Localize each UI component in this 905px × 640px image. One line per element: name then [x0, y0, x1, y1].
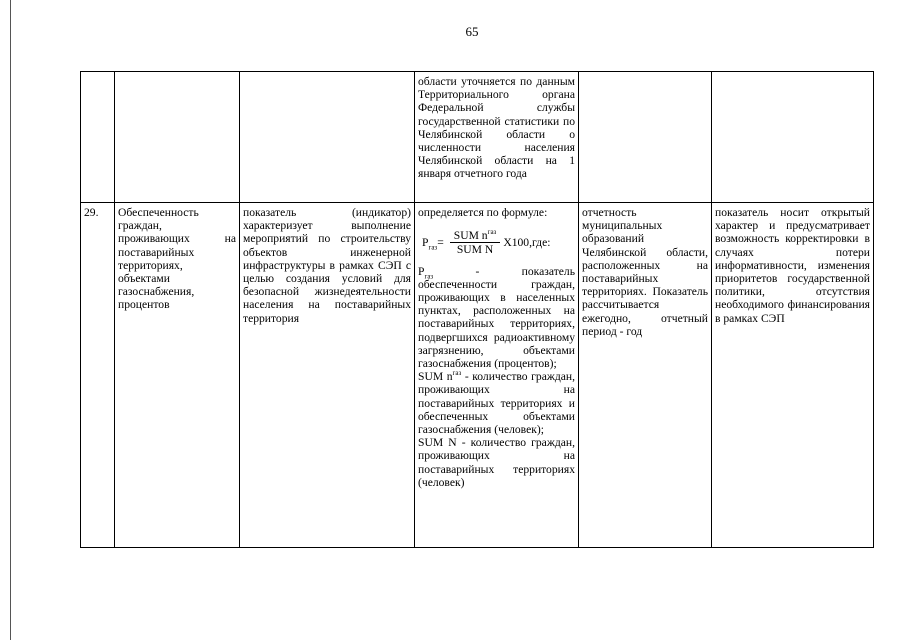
cell-description: [240, 203, 415, 548]
formula-lhs: $P_{газ}$: [422, 236, 438, 252]
formula-tail: X100,где:: [503, 236, 551, 250]
cell-indicator-prev: [115, 72, 240, 203]
definition-sum-n-gaz: SUM $n^{газ}$ - количество граждан, проживающих на поставарийных территориях и обеспеченных объектами газоснабжения (человек);: [418, 369, 576, 437]
row-number: 29.: [84, 206, 99, 219]
formula-equals: =: [437, 236, 444, 250]
method-text-prev: области уточняется по данным Территориального органа Федеральной службы государственной статистики по Челябинской области о численности населения Челябинской области на 1 января отчетного года: [418, 75, 575, 181]
table-row-29: [81, 203, 874, 548]
indicator-name: Обеспеченность граждан, проживающих на поставарийных территориях, объектами газоснабжения, процентов: [118, 206, 236, 312]
definition-p-gaz: $P_{газ}$ - показатель обеспеченности граждан, проживающих в населенных пунктах, расположенных на поставарийных территориях, подвергшихся радиоактивному загрязнению, объектами газоснабжения (процентов);: [418, 264, 575, 371]
cell-method: [415, 203, 579, 548]
page-number: 65: [465, 24, 479, 39]
indicator-description: показатель (индикатор) характеризует выполнение мероприятий по строительству объектов инженерной инфраструктуры в рамках СЭП с целью создания условий для безопасной жизнедеятельности населения на поставарийных территория: [243, 206, 411, 325]
cell-note: [712, 203, 874, 548]
cell-number-prev: [81, 72, 115, 203]
cell-note-prev: [712, 72, 874, 203]
data-source: отчетность муниципальных образований Челябинской области, расположенных на поставарийных территориях. Показатель рассчитывается ежегодно, отчетный период - год: [582, 206, 708, 338]
cell-number: [81, 203, 115, 548]
indicator-note: показатель носит открытый характер и предусматривает возможность корректировки в случаях потери информативности, изменения приоритетов государственной политики, отсутствия необходимого финансирования в рамках СЭП: [715, 206, 870, 325]
definition-sum-n: SUM N - количество граждан, проживающих на поставарийных территориях (человек): [418, 436, 575, 489]
cell-source-prev: [579, 72, 712, 203]
cell-method-prev: [415, 72, 579, 203]
formula-numerator: SUM $n^{газ}$: [450, 229, 501, 243]
scan-margin-line: [10, 0, 11, 640]
formula-fraction: [450, 229, 501, 256]
indicator-table: [80, 71, 874, 548]
formula: [422, 229, 575, 256]
formula-denominator: SUM N: [456, 243, 494, 257]
method-intro: определяется по формуле:: [418, 206, 548, 219]
table-row-continuation: [81, 72, 874, 203]
cell-indicator: [115, 203, 240, 548]
cell-source: [579, 203, 712, 548]
cell-description-prev: [240, 72, 415, 203]
